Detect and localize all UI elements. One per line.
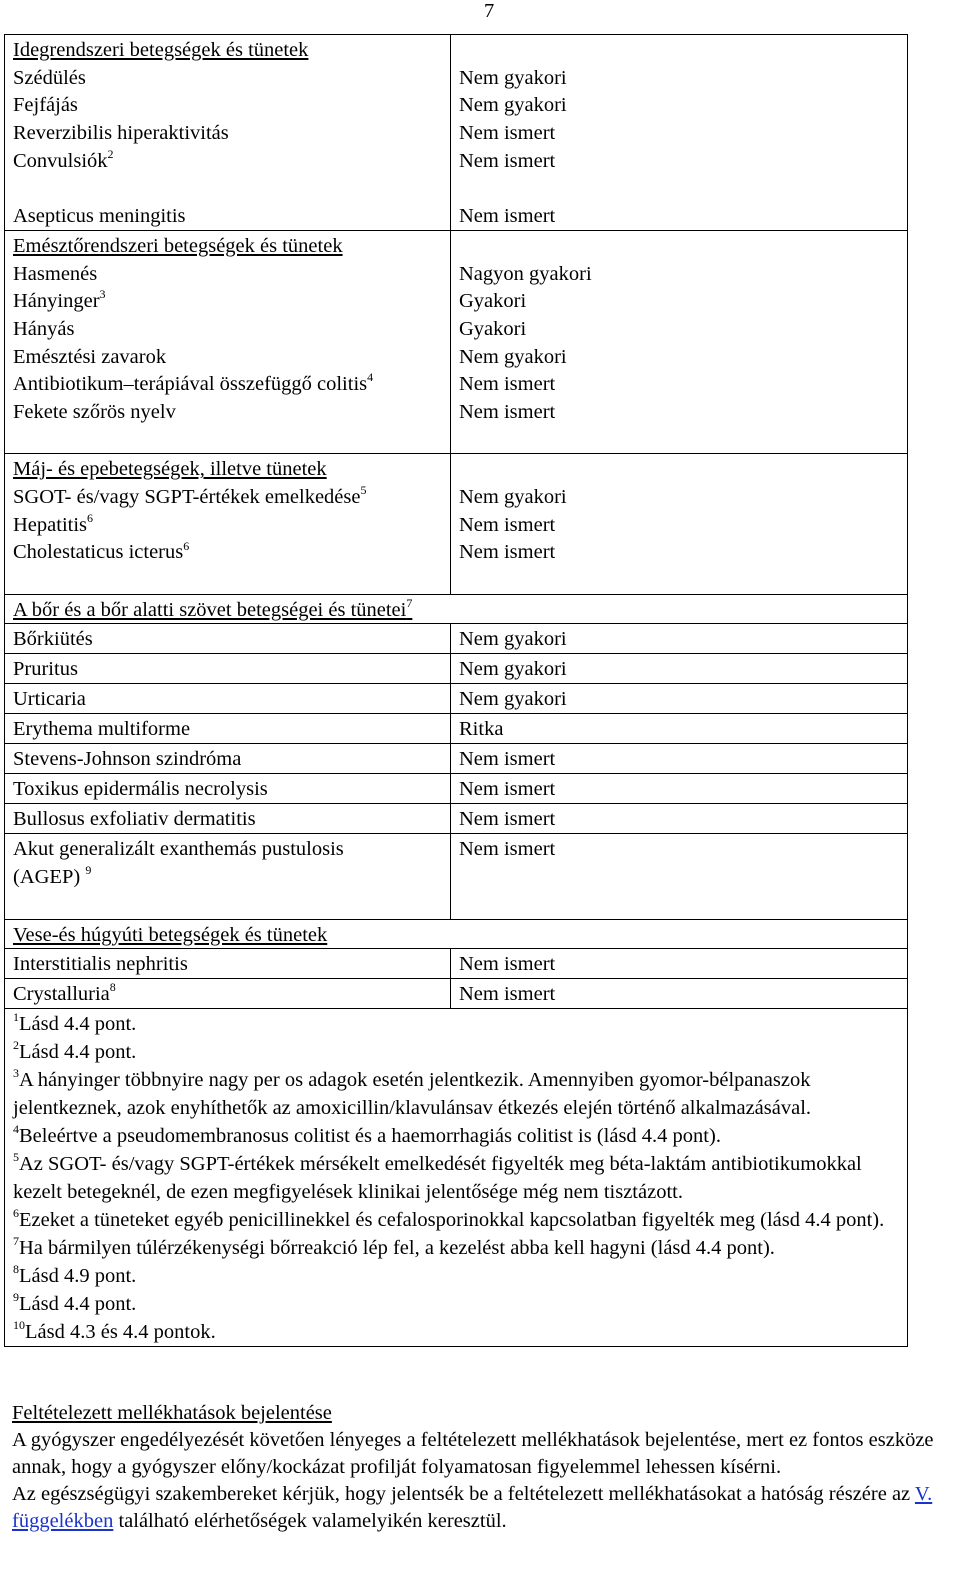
- section-gastrointestinal: [5, 230, 908, 454]
- spacer: [13, 566, 445, 594]
- footnote-ref: 3: [99, 287, 106, 302]
- spacer: [459, 232, 902, 260]
- reporting-paragraph-1: A gyógyszer engedélyezését követően lényeges a feltételezett mellékhatások bejelentése, mert ez fontos eszköze annak, hogy a gyógyszer előny/kockázat profilját folyamatosan figyelemmel lehessen kísérni.: [12, 1429, 934, 1478]
- footnote-ref: 9: [85, 863, 92, 878]
- frequency: Nem gyakori: [451, 684, 908, 714]
- term-text: Crystalluria: [13, 983, 110, 1006]
- footnote: [13, 1318, 902, 1346]
- footnote: [13, 1066, 902, 1122]
- term: [13, 64, 445, 92]
- footnote-text: Beleértve a pseudomembranosus colitist és a haemorrhagiás colitist is (lásd 4.4 pont).: [19, 1125, 721, 1148]
- frequency: Gyakori: [459, 290, 527, 313]
- term-text: Reverzibilis hiperaktivitás: [13, 122, 229, 145]
- term-text: Asepticus meningitis: [13, 205, 186, 228]
- term-text: Emésztési zavarok: [13, 345, 167, 368]
- reporting-title: Feltételezett mellékhatások bejelentése: [12, 1402, 332, 1424]
- frequency: Nem gyakori: [459, 94, 567, 117]
- term: Interstitialis nephritis: [5, 949, 451, 979]
- footnote-number: 10: [13, 1318, 25, 1333]
- term-text: (AGEP): [13, 866, 81, 889]
- frequency: Nem ismert: [459, 400, 556, 423]
- term-text: Akut generalizált exanthemás pustulosis: [13, 838, 344, 861]
- term: [13, 91, 445, 119]
- table-row: [5, 804, 908, 834]
- footnote-number: 8: [13, 1262, 19, 1277]
- frequency: Nem ismert: [459, 205, 556, 228]
- frequency: Nem ismert: [459, 541, 556, 564]
- section-heading: Emésztőrendszeri betegségek és tünetek: [13, 234, 343, 257]
- spacer: [459, 455, 902, 483]
- footnote-text: Lásd 4.9 pont.: [19, 1265, 137, 1288]
- term: [5, 979, 451, 1009]
- frequency: Nem ismert: [451, 774, 908, 804]
- footnote-ref: 8: [109, 980, 116, 995]
- table-row: [5, 834, 908, 919]
- footnote-text: Az SGOT- és/vagy SGPT-értékek mérsékelt emelkedését figyelték meg béta-laktám antibiotikumokkal kezelt betegeknél, de ezen megfigyelések klinikai jelentősége még nem tisztázott.: [13, 1153, 862, 1204]
- term-text: Fejfájás: [13, 94, 78, 117]
- term: [13, 202, 445, 230]
- table-row: [5, 774, 908, 804]
- term: Urticaria: [5, 684, 451, 714]
- spacer: [13, 174, 445, 202]
- term: [13, 511, 445, 539]
- term: Stevens-Johnson szindróma: [5, 744, 451, 774]
- footnote-text: Lásd 4.4 pont.: [19, 1013, 137, 1036]
- footnote-text: A hányinger többnyire nagy per os adagok esetén jelentkezik. Amennyiben gyomor-bélpanaszok jelentkeznek, azok enyhíthetők az amoxicillin/klavulánsav étkezés elején történő alkalmazásával.: [13, 1069, 812, 1120]
- appendix-v-link[interactable]: V. függelékben: [12, 1483, 933, 1532]
- term-text: Hepatitis: [13, 513, 88, 536]
- section-hepatobiliary: [5, 454, 908, 594]
- section-skin-heading: [5, 594, 908, 624]
- term: [13, 483, 445, 511]
- frequency-column: [451, 230, 908, 454]
- footnote: [13, 1262, 902, 1290]
- table-row: [5, 949, 908, 979]
- spacer: [459, 174, 902, 202]
- adverse-reactions-table: [4, 34, 908, 1347]
- page-number: 7: [484, 0, 495, 22]
- term: Erythema multiforme: [5, 714, 451, 744]
- frequency: Nem ismert: [451, 949, 908, 979]
- footnote: [13, 1206, 902, 1234]
- frequency: Gyakori: [459, 317, 527, 340]
- frequency: Ritka: [451, 714, 908, 744]
- frequency-column: [451, 35, 908, 231]
- footnote-number: 1: [13, 1010, 19, 1025]
- footnote: [13, 1010, 902, 1038]
- term: [13, 315, 445, 343]
- term: [13, 147, 445, 175]
- frequency: Nem gyakori: [459, 486, 567, 508]
- table-row: [5, 714, 908, 744]
- footnote-ref: 4: [367, 370, 374, 385]
- term-text: Hányinger: [13, 290, 100, 313]
- term: Pruritus: [5, 654, 451, 684]
- footnote-text: Lásd 4.4 pont.: [19, 1293, 137, 1316]
- table-row: [5, 624, 908, 654]
- frequency: Nem ismert: [459, 149, 556, 172]
- frequency: Nem ismert: [451, 834, 908, 919]
- footnote: [13, 1038, 902, 1066]
- term: [13, 287, 445, 315]
- footnote-ref: 7: [406, 595, 413, 610]
- table-row: [5, 744, 908, 774]
- frequency: Nem ismert: [451, 744, 908, 774]
- footnote-number: 9: [13, 1290, 19, 1305]
- term: [13, 343, 445, 371]
- term-text: Fekete szőrös nyelv: [13, 400, 176, 423]
- footnote-number: 7: [13, 1234, 19, 1249]
- footnote: [13, 1150, 902, 1206]
- section-heading: [13, 596, 902, 624]
- term: [13, 119, 445, 147]
- term-text: Cholestaticus icterus: [13, 541, 184, 564]
- term: Toxikus epidermális necrolysis: [5, 774, 451, 804]
- frequency: Nem gyakori: [459, 66, 567, 89]
- frequency-column: [451, 454, 908, 594]
- term-text: Convulsiók: [13, 149, 108, 172]
- term-column: [5, 454, 451, 594]
- footnote-number: 4: [13, 1122, 19, 1137]
- reporting-paragraph-2: [12, 1481, 956, 1535]
- section-renal-heading: [5, 919, 908, 949]
- footnote-text: Lásd 4.3 és 4.4 pontok.: [25, 1321, 216, 1344]
- footnote-ref: 6: [183, 538, 190, 553]
- paragraph-text: található elérhetőségek valamelyikén keresztül.: [113, 1510, 507, 1532]
- section-heading: Idegrendszeri betegségek és tünetek: [13, 39, 309, 61]
- term: [13, 260, 445, 288]
- table-row: [5, 979, 908, 1009]
- term: Bullosus exfoliativ dermatitis: [5, 804, 451, 834]
- section-heading: Máj- és epebetegségek, illetve tünetek: [13, 458, 327, 481]
- footnote-number: 3: [13, 1066, 19, 1081]
- footnote: [13, 1290, 902, 1318]
- term: [13, 398, 445, 426]
- frequency: Nem ismert: [459, 513, 556, 536]
- footnote-text: Ha bármilyen túlérzékenységi bőrreakció lép fel, a kezelést abba kell hagyni (lásd 4.4 pont).: [19, 1237, 775, 1260]
- term: [5, 834, 451, 919]
- footnote-text: Ezeket a tüneteket egyéb penicillinekkel és cefalosporinokkal kapcsolatban figyelték meg (lásd 4.4 pont).: [19, 1209, 885, 1232]
- term-text: SGOT- és/vagy SGPT-értékek emelkedése: [13, 486, 361, 508]
- term-text: Hányás: [13, 317, 75, 340]
- footnote-ref: 6: [87, 510, 94, 525]
- heading-text: A bőr és a bőr alatti szövet betegségei és tünetei: [13, 598, 407, 621]
- footnote: [13, 1122, 902, 1150]
- table-row: [5, 654, 908, 684]
- table-row: [5, 684, 908, 714]
- term: [13, 370, 445, 398]
- reporting-section: [12, 1400, 956, 1535]
- section-heading: Vese-és húgyúti betegségek és tünetek: [13, 923, 328, 946]
- term-text: Antibiotikum–terápiával összefüggő colitis: [13, 373, 368, 396]
- footnote-number: 5: [13, 1150, 19, 1165]
- footnote-text: Lásd 4.4 pont.: [19, 1041, 137, 1064]
- frequency: Nem gyakori: [459, 345, 567, 368]
- spacer: [459, 36, 902, 64]
- frequency: Nem gyakori: [451, 624, 908, 654]
- frequency: Nem ismert: [451, 979, 908, 1009]
- frequency: Nem ismert: [459, 373, 556, 396]
- footnote-number: 2: [13, 1038, 19, 1053]
- spacer: [13, 426, 445, 454]
- section-heading-cell: [5, 594, 908, 624]
- frequency: Nem ismert: [451, 804, 908, 834]
- footnote-ref: 5: [360, 483, 367, 498]
- frequency: Nagyon gyakori: [459, 262, 592, 285]
- term-column: [5, 230, 451, 454]
- section-nervous-system: [5, 35, 908, 231]
- frequency: Nem gyakori: [451, 654, 908, 684]
- footnote: [13, 1234, 902, 1262]
- term-column: [5, 35, 451, 231]
- footnote-ref: 2: [107, 146, 114, 161]
- spacer: [13, 891, 445, 919]
- paragraph-text: Az egészségügyi szakembereket kérjük, hogy jelentsék be a feltételezett mellékhatásokat a hatóság részére az: [12, 1483, 915, 1505]
- term-text: Hasmenés: [13, 262, 98, 285]
- term: [13, 538, 445, 566]
- footnote-number: 6: [13, 1206, 19, 1221]
- term-continuation: [13, 863, 445, 891]
- frequency: Nem ismert: [459, 122, 556, 145]
- footnotes-row: [5, 1009, 908, 1347]
- section-heading-cell: [5, 919, 908, 949]
- term: Bőrkiütés: [5, 624, 451, 654]
- term-text: Szédülés: [13, 66, 86, 89]
- footnotes: [5, 1009, 908, 1347]
